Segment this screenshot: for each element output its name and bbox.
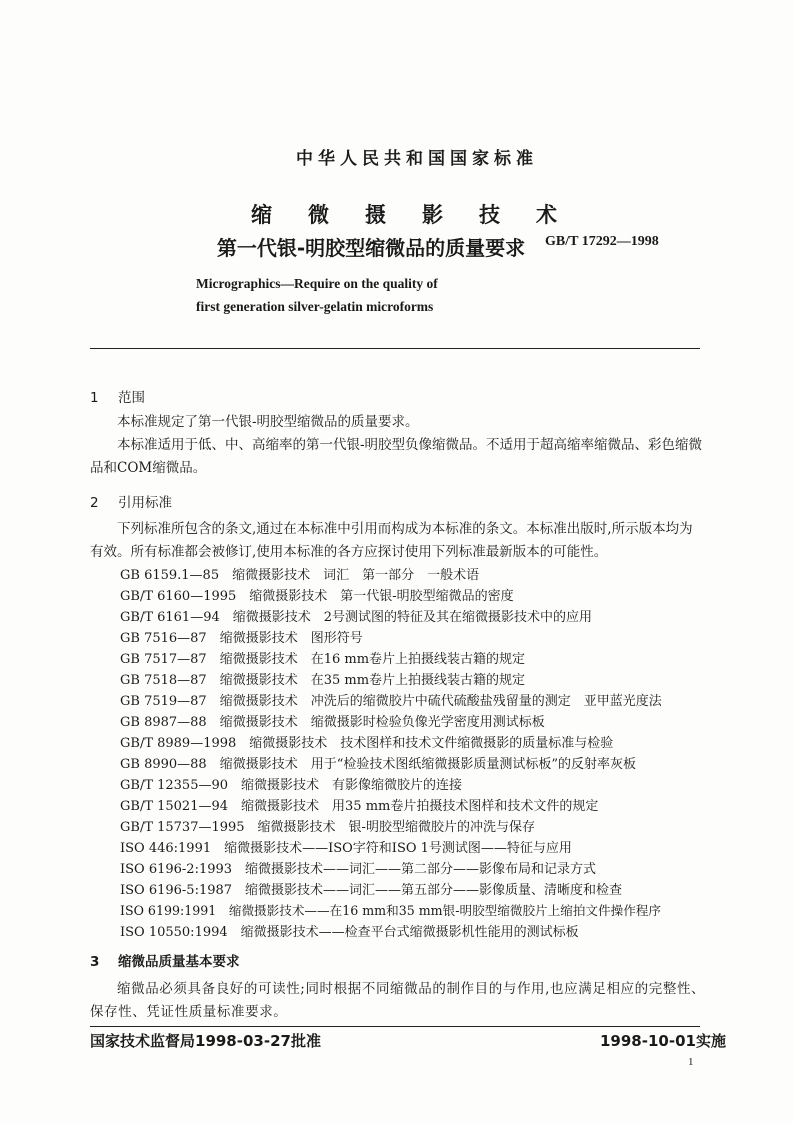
section-number: 1 xyxy=(90,390,99,406)
reference-item: GB/T 8989—1998 缩微摄影技术 技术图样和技术文件缩微摄影的质量标准与检验 xyxy=(120,736,614,751)
reference-item: ISO 10550:1994 缩微摄影技术——检查平台式缩微摄影机性能用的测试标板 xyxy=(120,925,579,940)
section-number: 3 xyxy=(90,954,100,970)
header-divider xyxy=(90,348,700,349)
reference-item: GB 7519—87 缩微摄影技术 冲洗后的缩微胶片中硫代硫酸盐残留量的测定 亚甲蓝光度法 xyxy=(120,694,662,709)
document-title-main: 缩微摄影技术 xyxy=(251,203,593,227)
document-title-sub: 第一代银-明胶型缩微品的质量要求 xyxy=(216,236,526,260)
english-title-line-1: Micrographics—Require on the quality of xyxy=(196,276,438,291)
section-title: 范围 xyxy=(118,390,145,406)
reference-item: GB/T 12355—90 缩微摄影技术 有影像缩微胶片的连接 xyxy=(120,778,463,793)
paragraph: 下列标准所包含的条文,通过在本标准中引用而构成为本标准的条文。本标准出版时,所示版本均为有效。所有标准都会被修订,使用本标准的各方应探讨使用下列标准最新版本的可能性。 xyxy=(90,521,693,560)
paragraph: 本标准适用于低、中、高缩率的第一代银-明胶型负像缩微品。不适用于超高缩率缩微品、彩色缩微品和COM缩微品。 xyxy=(90,437,703,476)
page-number: 1 xyxy=(688,1056,694,1068)
section-title: 引用标准 xyxy=(118,495,172,511)
reference-item: GB 6159.1—85 缩微摄影技术 词汇 第一部分 一般术语 xyxy=(120,568,480,583)
reference-item: ISO 6196-2:1993 缩微摄影技术——词汇——第二部分——影像布局和记录方式 xyxy=(120,862,597,877)
reference-item: GB/T 6161—94 缩微摄影技术 2号测试图的特征及其在缩微摄影技术中的应用 xyxy=(120,610,593,625)
section-title: 缩微品质量基本要求 xyxy=(118,954,240,970)
footer-divider xyxy=(90,1026,700,1027)
reference-item: ISO 6199:1991 缩微摄影技术——在16 mm和35 mm银-明胶型缩微胶片上缩拍文件操作程序 xyxy=(120,903,661,918)
reference-item: GB 8990—88 缩微摄影技术 用于“检验技术图纸缩微摄影质量测试标板”的反射率灰板 xyxy=(120,757,636,772)
paragraph: 本标准规定了第一代银-明胶型缩微品的质量要求。 xyxy=(117,414,419,430)
section-heading xyxy=(90,491,172,511)
reference-item: GB 7518—87 缩微摄影技术 在35 mm卷片上拍摄线装古籍的规定 xyxy=(120,673,526,688)
reference-item: GB 7517—87 缩微摄影技术 在16 mm卷片上拍摄线装古籍的规定 xyxy=(120,652,526,667)
reference-item: ISO 446:1991 缩微摄影技术——ISO字符和ISO 1号测试图——特征与应用 xyxy=(120,841,572,856)
reference-item: GB/T 6160—1995 缩微摄影技术 第一代银-明胶型缩微品的密度 xyxy=(120,589,514,604)
reference-item: GB 7516—87 缩微摄影技术 图形符号 xyxy=(120,631,363,646)
reference-item: GB/T 15737—1995 缩微摄影技术 银-明胶型缩微胶片的冲洗与保存 xyxy=(120,820,535,835)
section-heading xyxy=(90,386,145,406)
implementation-date: 1998-10-01实施 xyxy=(600,1032,726,1050)
section-heading xyxy=(90,950,240,970)
issuing-body-heading: 中华人民共和国国家标准 xyxy=(296,149,538,169)
approval-date: 国家技术监督局1998-03-27批准 xyxy=(90,1032,321,1050)
reference-item: GB/T 15021—94 缩微摄影技术 用35 mm卷片拍摄技术图样和技术文件的规定 xyxy=(120,799,599,814)
english-title-line-2: first generation silver-gelatin microforms xyxy=(196,299,434,314)
section-number: 2 xyxy=(90,495,99,511)
paragraph: 缩微品必须具备良好的可读性;同时根据不同缩微品的制作目的与作用,也应满足相应的完整性、保存性、凭证性质量标准要求。 xyxy=(90,981,706,1020)
standard-number: GB/T 17292—1998 xyxy=(545,234,659,249)
reference-item: ISO 6196-5:1987 缩微摄影技术——词汇——第五部分——影像质量、清晰度和检查 xyxy=(120,883,623,898)
reference-item: GB 8987—88 缩微摄影技术 缩微摄影时检验负像光学密度用测试标板 xyxy=(120,715,545,730)
